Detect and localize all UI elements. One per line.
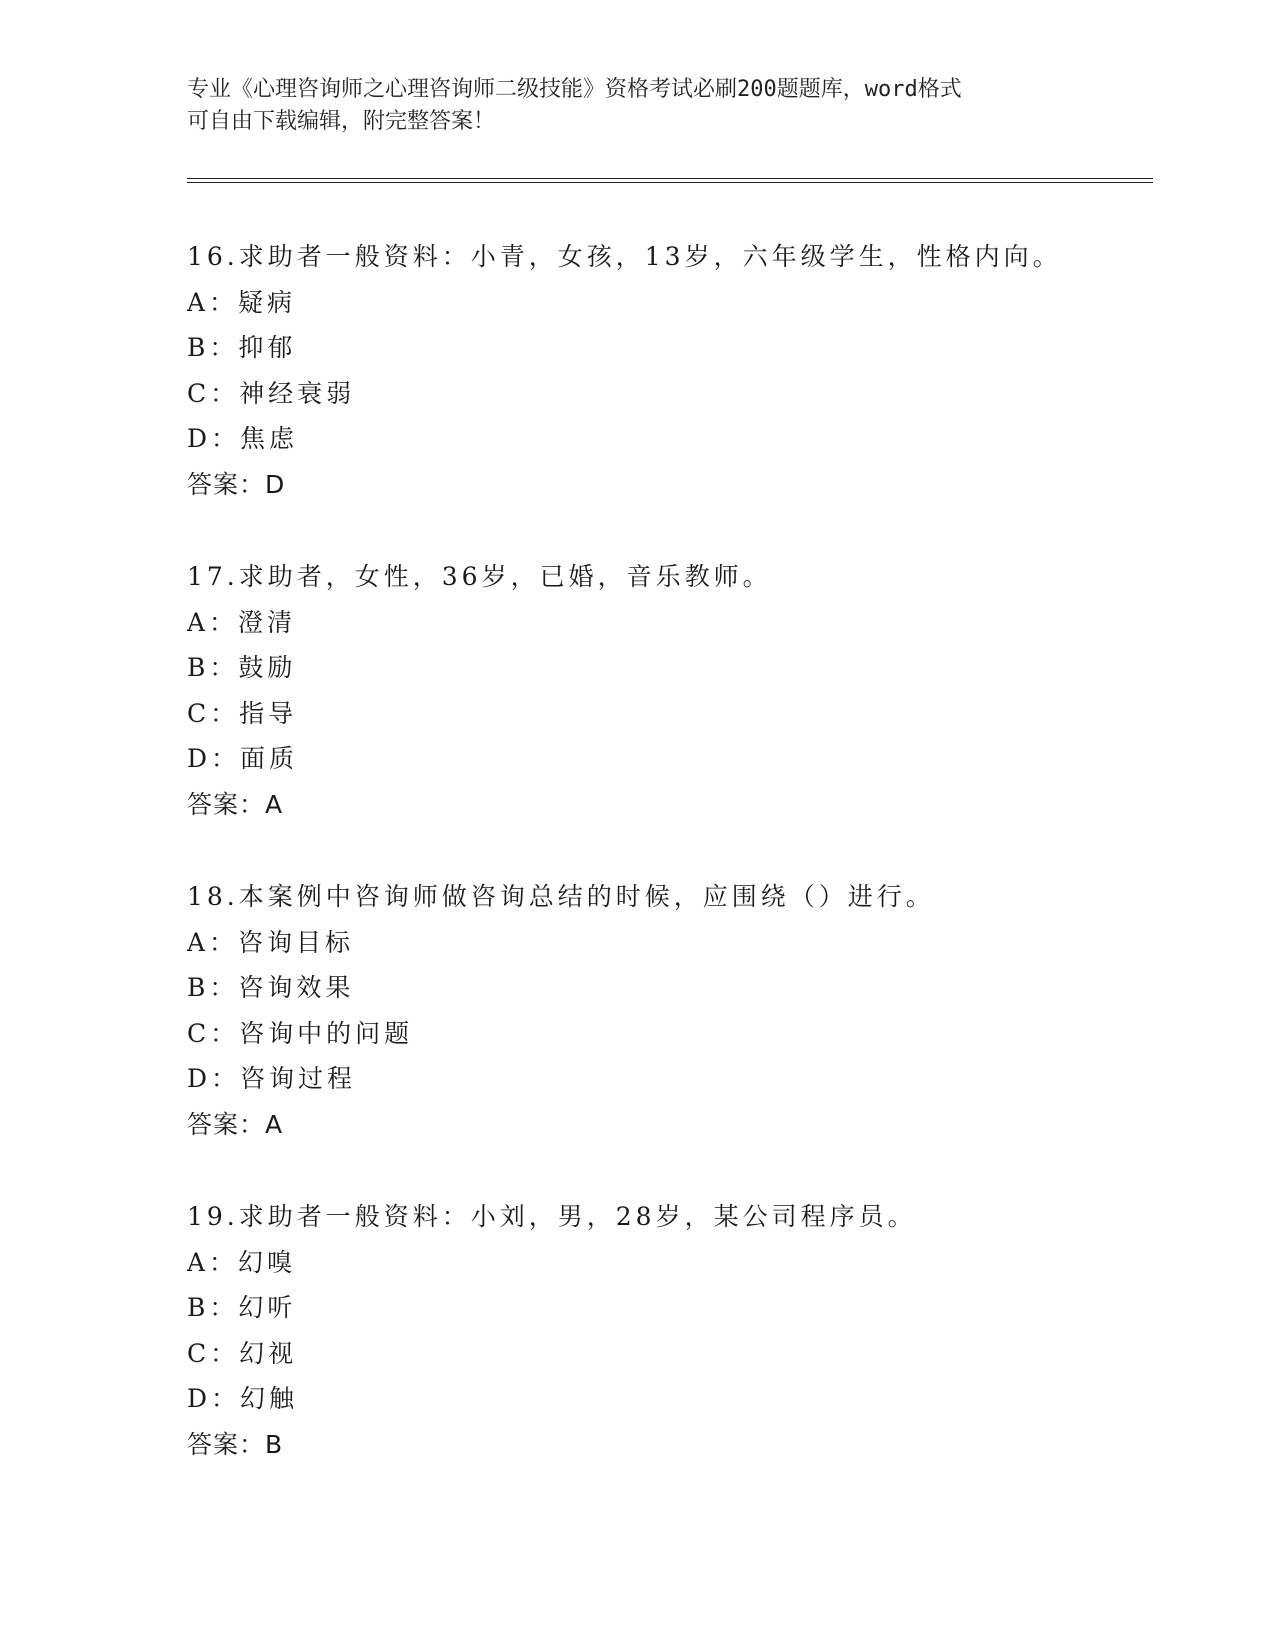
option-d: D：面质 <box>187 744 299 773</box>
option-c: C：神经衰弱 <box>187 378 356 408</box>
answer-line: 答案：A <box>187 789 284 819</box>
option-b: B：抑郁 <box>187 333 297 362</box>
question-stem: 16.求助者一般资料：小青，女孩，13岁，六年级学生，性格内向。 <box>187 242 1062 271</box>
option-d: D：幻触 <box>187 1384 299 1413</box>
option-a: A：咨询目标 <box>187 927 355 957</box>
option-c: C：咨询中的问题 <box>187 1018 414 1048</box>
option-a: A：疑病 <box>187 287 297 317</box>
question-item <box>187 1194 1147 1514</box>
question-item <box>187 234 1147 554</box>
header-divider <box>187 178 1153 183</box>
option-a: A：澄清 <box>187 607 297 637</box>
question-item <box>187 874 1147 1194</box>
question-stem: 18.本案例中咨询师做咨询总结的时候，应围绕（）进行。 <box>187 882 935 911</box>
option-c: C：指导 <box>187 698 298 728</box>
answer-line: 答案：D <box>187 469 286 499</box>
option-c: C：幻视 <box>187 1338 298 1368</box>
document-header <box>187 74 1067 138</box>
option-d: D：咨询过程 <box>187 1064 357 1093</box>
question-stem: 19.求助者一般资料：小刘，男，28岁，某公司程序员。 <box>187 1202 917 1231</box>
question-stem: 17.求助者，女性，36岁，已婚，音乐教师。 <box>187 562 772 591</box>
option-b: B：幻听 <box>187 1293 297 1322</box>
question-list <box>187 234 1147 1514</box>
header-title-line-2: 可自由下载编辑，附完整答案！ <box>187 109 496 134</box>
option-d: D：焦虑 <box>187 424 299 453</box>
header-title-line-1: 专业《心理咨询师之心理咨询师二级技能》资格考试必刷200题题库，word格式 <box>187 77 962 102</box>
option-b: B：咨询效果 <box>187 973 355 1002</box>
question-item <box>187 554 1147 874</box>
answer-line: 答案：A <box>187 1109 284 1139</box>
option-b: B：鼓励 <box>187 653 297 682</box>
option-a: A：幻嗅 <box>187 1247 297 1277</box>
answer-line: 答案：B <box>187 1429 284 1459</box>
